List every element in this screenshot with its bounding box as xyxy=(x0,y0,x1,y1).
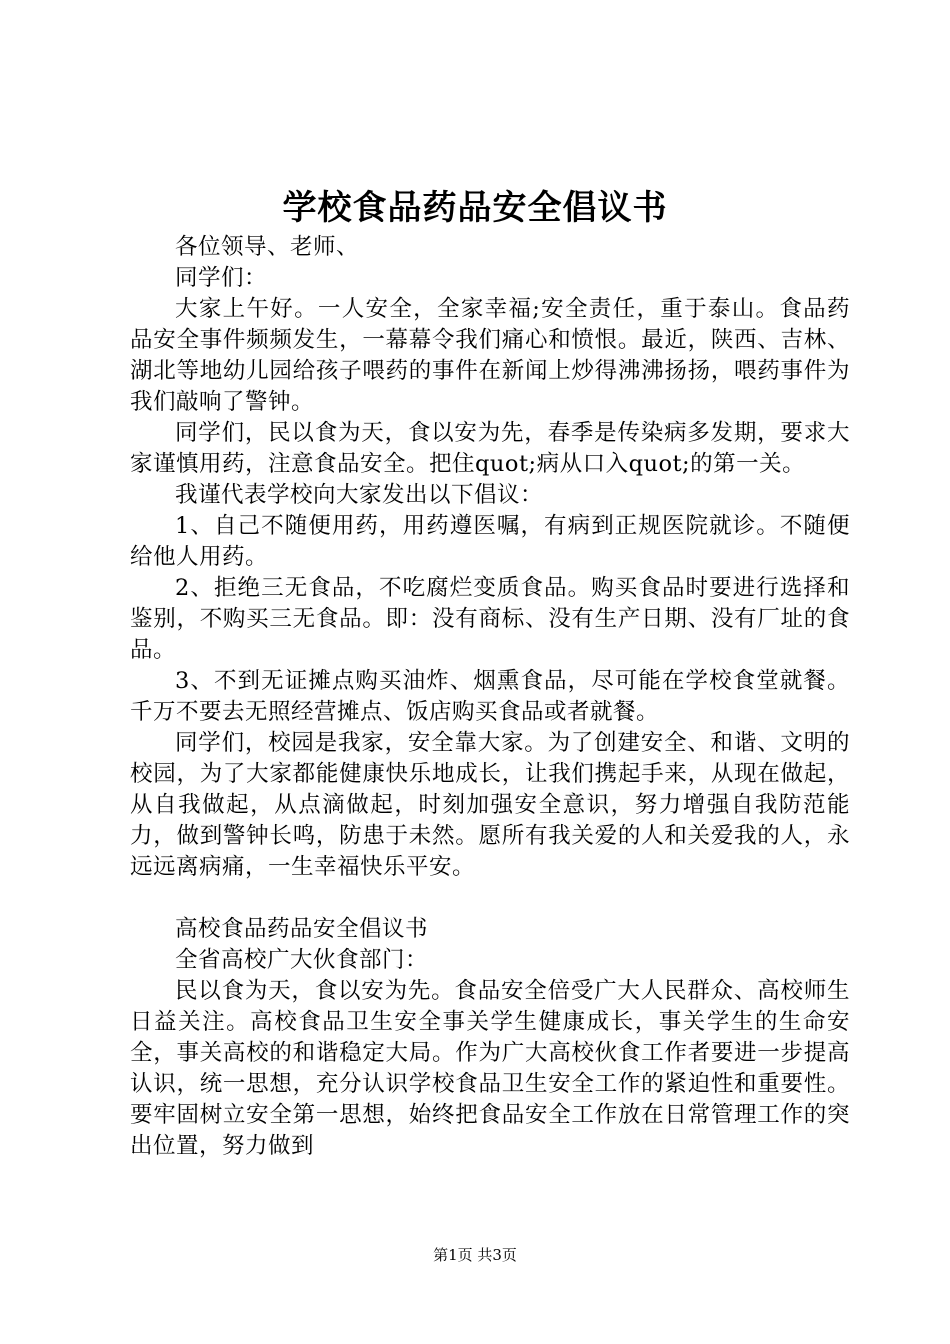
paragraph: 我谨代表学校向大家发出以下倡议： xyxy=(175,482,544,508)
list-item: 2、拒绝三无食品，不吃腐烂变质食品。购买食品时要进行选择和鉴别，不购买三无食品。即：没有商标、没有生产日期、没有厂址的食品。 xyxy=(130,575,850,663)
paragraph: 大家上午好。一人安全，全家幸福;安全责任，重于泰山。食品药品安全事件频频发生，一幕幕令我们痛心和愤恨。最近，陕西、吉林、湖北等地幼儿园给孩子喂药的事件在新闻上炒得沸沸扬扬，喂药事件为我们敲响了警钟。 xyxy=(130,296,850,415)
list-item: 3、不到无证摊点购买油炸、烟熏食品，尽可能在学校食堂就餐。千万不要去无照经营摊点、饭店购买食品或者就餐。 xyxy=(130,668,850,725)
paragraph: 同学们，民以食为天，食以安为先，春季是传染病多发期，要求大家谨慎用药，注意食品安全。把住quot;病从口入quot;的第一关。 xyxy=(130,420,850,477)
salutation-line-2: 同学们： xyxy=(175,265,268,291)
paragraph: 同学们，校园是我家，安全靠大家。为了创建安全、和谐、文明的校园，为了大家都能健康快乐地成长，让我们携起手来，从现在做起，从自我做起，从点滴做起，时刻加强安全意识，努力增强自我防范能力，做到警钟长鸣，防患于未然。愿所有我关爱的人和关爱我的人，永远远离病痛，一生幸福快乐平安。 xyxy=(130,730,850,880)
list-item: 1、自己不随便用药，用药遵医嘱，有病到正规医院就诊。不随便给他人用药。 xyxy=(130,513,850,570)
salutation-line-1: 各位领导、老师、 xyxy=(175,234,360,260)
document-body xyxy=(130,232,850,1162)
page-footer: 第1页 共3页 xyxy=(433,1246,517,1264)
section-salutation: 全省高校广大伙食部门： xyxy=(175,947,429,973)
document-title: 学校食品药品安全倡议书 xyxy=(282,188,668,228)
section-heading: 高校食品药品安全倡议书 xyxy=(175,916,429,942)
paragraph: 民以食为天，食以安为先。食品安全倍受广大人民群众、高校师生日益关注。高校食品卫生安全事关学生健康成长，事关学生的生命安全，事关高校的和谐稳定大局。作为广大高校伙食工作者要进一步提高认识，统一思想，充分认识学校食品卫生安全工作的紧迫性和重要性。要牢固树立安全第一思想，始终把食品安全工作放在日常管理工作的突出位置，努力做到 xyxy=(130,978,850,1159)
